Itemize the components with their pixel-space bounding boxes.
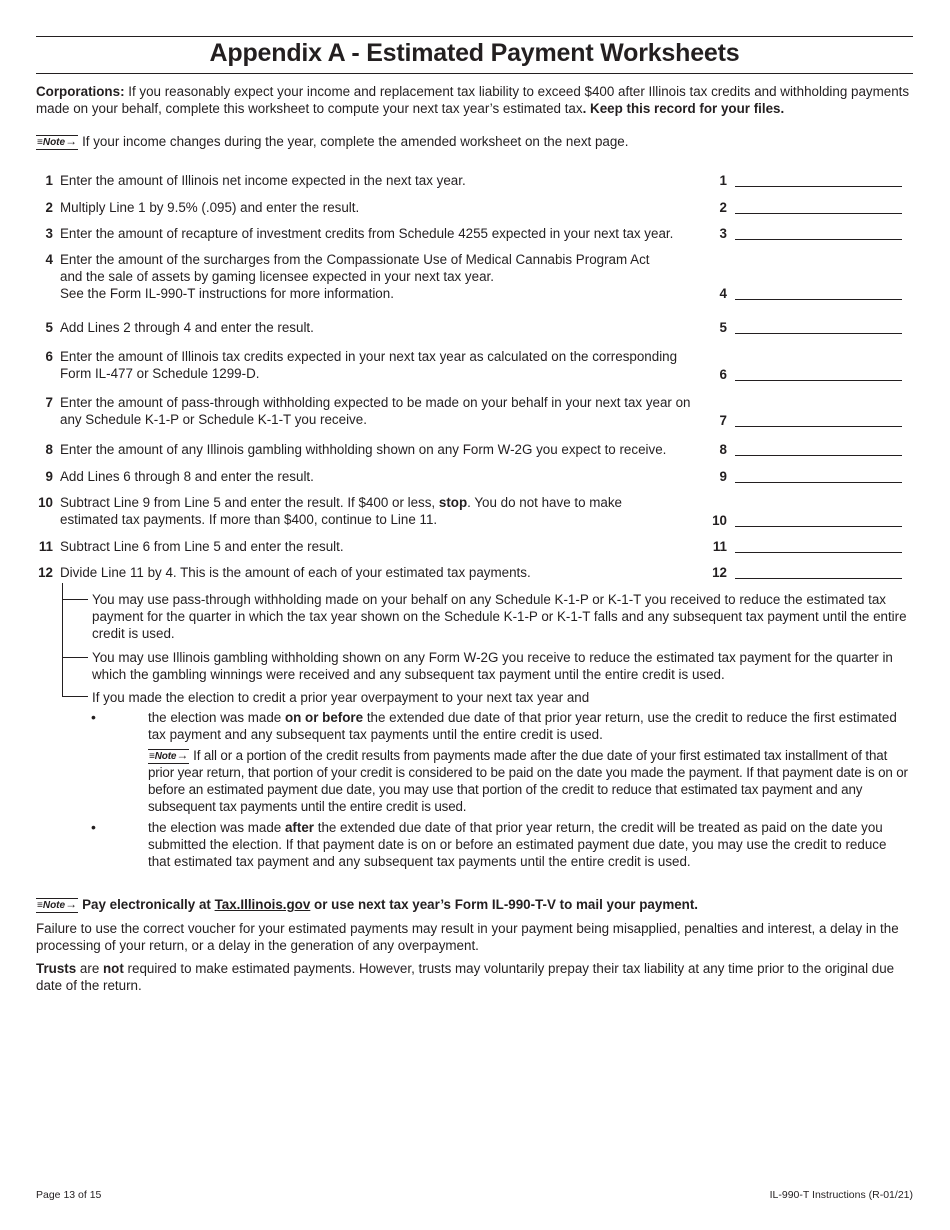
line-text: Enter the amount of Illinois net income expected in the next tax year.: [60, 173, 466, 188]
line-text-a: Subtract Line 9 from Line 5 and enter the result. If $400 or less,: [60, 495, 439, 510]
entry-field-11[interactable]: [735, 541, 902, 553]
entry-field-6[interactable]: [735, 369, 902, 381]
bullet-pre: the election was made: [148, 820, 285, 835]
bullet-pre: the election was made: [148, 710, 285, 725]
line-entry: [706, 199, 902, 216]
entry-field-3[interactable]: [735, 228, 902, 240]
entry-number: 7: [719, 413, 727, 428]
line-entry: [706, 538, 902, 555]
entry-field-4[interactable]: [735, 288, 902, 300]
pay-note-pre: Pay electronically at: [82, 897, 215, 912]
top-note: [36, 133, 916, 150]
pay-note-post: or use next tax year’s Form IL-990-T-V to mail your payment.: [310, 897, 699, 912]
line-text: [60, 494, 720, 528]
bracket-note-passthrough: You may use pass-through withholding made on your behalf on any Schedule K-1-P or K-1-T you received to reduce the estimated tax payment for the quarter in which the tax year shown on the Schedule K-1-P or K-1-T falls and any subsequent tax payment until the entire credit is used.: [92, 592, 907, 641]
line-number: 9: [45, 469, 53, 484]
line-text: Subtract Line 6 from Line 5 and enter the result.: [60, 539, 344, 554]
bracket-note-gambling: You may use Illinois gambling withholding shown on any Form W-2G you receive to reduce the estimated tax payment for the quarter in which the gambling winnings were received and any subsequent tax payment until the entire credit is used.: [92, 650, 893, 682]
entry-number: 6: [719, 367, 727, 382]
line-entry: [706, 225, 902, 242]
entry-field-7[interactable]: [735, 415, 902, 427]
bracket-tick-3: [62, 696, 88, 697]
top-rule: [36, 36, 913, 37]
line-number: 3: [45, 226, 53, 241]
entry-number: 9: [719, 469, 727, 484]
line-entry: [706, 441, 902, 458]
entry-field-5[interactable]: [735, 322, 902, 334]
top-note-text: If your income changes during the year, complete the amended worksheet on the next page.: [82, 134, 629, 149]
bullet-bold: after: [284, 820, 314, 835]
bullet-post: the extended due date of that prior year return, the credit will be treated as paid on the date you submitted the election. If that payment date is on or before an estimated payment due date, you may use the credit to reduce that estimated tax payment and any subsequent tax payments until the entire credit is used.: [148, 820, 887, 869]
bullet-after: [148, 819, 910, 870]
bullet-icon: •: [91, 709, 96, 725]
line-text-b: and the sale of assets by gaming licensee expected in your next tax year.: [60, 269, 494, 284]
line-text-b: any Schedule K-1-P or Schedule K-1-T you receive.: [60, 412, 367, 427]
entry-number: 10: [712, 513, 727, 528]
line-text: [60, 348, 720, 382]
worksheet-line-7: [36, 394, 913, 430]
trusts-paragraph: [36, 960, 916, 994]
line-text-b: Form IL-477 or Schedule 1299-D.: [60, 366, 260, 381]
note-icon: ≡ Note →: [36, 898, 78, 913]
line-number: 5: [45, 320, 53, 335]
worksheet-line-6: [36, 348, 913, 384]
line-text-a2: . You do not have to make: [467, 495, 622, 510]
intro-text: If you reasonably expect your income and replacement tax liability to exceed $400 after Illinois tax credits and withholding payments made on your behalf, complete this worksheet to compute your next tax year’s estimated tax: [36, 84, 910, 116]
line-number: 12: [38, 565, 53, 580]
line-entry: [706, 564, 902, 581]
entry-number: 11: [712, 539, 727, 554]
entry-number: 3: [719, 226, 727, 241]
line-text: Enter the amount of recapture of investment credits from Schedule 4255 expected in your next tax year.: [60, 226, 674, 241]
bullet-post: the extended due date of that prior year return, use the credit to reduce the first estimated tax payment and any subsequent tax payments until the entire credit is used.: [148, 710, 897, 742]
page-title: Appendix A - Estimated Payment Worksheets: [209, 39, 740, 67]
intro-bold-tail: . Keep this record for your files.: [582, 101, 785, 116]
entry-number: 2: [719, 200, 727, 215]
bullet-on-or-before: [148, 709, 910, 743]
line-text: Add Lines 6 through 8 and enter the result.: [60, 469, 314, 484]
line-text-a: Enter the amount of Illinois tax credits expected in your next tax year as calculated on the corresponding: [60, 349, 678, 364]
line-entry: [706, 319, 902, 336]
line-entry: [706, 512, 902, 529]
line-number: 1: [45, 173, 53, 188]
line-entry: [706, 412, 902, 429]
title-rule: [36, 73, 913, 74]
line-text-b: estimated tax payments. If more than $400, continue to Line 11.: [60, 512, 438, 527]
line-entry: [706, 468, 902, 485]
entry-field-10[interactable]: [735, 515, 902, 527]
entry-number: 1: [719, 173, 727, 188]
intro-lead: Corporations:: [36, 84, 125, 99]
tax-illinois-link[interactable]: Tax.Illinois.gov: [214, 897, 311, 912]
line-entry: [706, 285, 902, 302]
worksheet-line-10: [36, 494, 913, 530]
worksheet-line-4: [36, 251, 913, 303]
line-text-a: Enter the amount of the surcharges from the Compassionate Use of Medical Cannabis Program Act: [60, 252, 650, 267]
trusts-t1: are: [76, 961, 103, 976]
footer-form-id: IL-990-T Instructions (R-01/21): [769, 1189, 913, 1201]
entry-number: 5: [719, 320, 727, 335]
line-text: [60, 251, 720, 302]
footer-page-number: Page 13 of 15: [36, 1189, 102, 1201]
line-text: [60, 394, 720, 428]
entry-field-1[interactable]: [735, 175, 902, 187]
entry-number: 4: [719, 286, 727, 301]
failure-paragraph: Failure to use the correct voucher for your estimated payments may result in your payment being misapplied, penalties and interest, a delay in the processing of your return, or a delay in the generation of any overpayment.: [36, 921, 899, 953]
trusts-not: not: [102, 961, 124, 976]
line-entry: [706, 366, 902, 383]
pay-note: [36, 896, 916, 913]
bullet-bold: on or before: [284, 710, 364, 725]
line-number: 4: [45, 252, 53, 267]
bracket-tick-2: [62, 657, 88, 658]
trusts-t2: required to make estimated payments. However, trusts may voluntarily prepay their tax liability at any time prior to the original due date of the return.: [36, 961, 895, 993]
intro-paragraph: [36, 83, 916, 117]
entry-number: 8: [719, 442, 727, 457]
inner-note-text: If all or a portion of the credit results from payments made after the due date of your first estimated tax installment of that prior year return, that portion of your credit is considered to be paid on the date you made the payment. If that payment date is on or before an estimated payment due date, you may use that portion of the credit to reduce that estimated tax payment and any subsequent tax payments until the entire credit is used.: [148, 748, 908, 814]
bullet-icon: •: [91, 819, 96, 835]
inner-note: [148, 747, 910, 815]
line-text-stop: stop: [438, 495, 468, 510]
line-number: 6: [45, 349, 53, 364]
note-icon: ≡ Note →: [36, 135, 78, 150]
line-number: 10: [38, 495, 53, 510]
line-number: 11: [38, 539, 53, 554]
entry-field-9[interactable]: [735, 471, 902, 483]
entry-field-2[interactable]: [735, 202, 902, 214]
trusts-bold: Trusts: [36, 961, 77, 976]
entry-field-8[interactable]: [735, 444, 902, 456]
line-number: 8: [45, 442, 53, 457]
line-text-c: See the Form IL-990-T instructions for more information.: [60, 286, 394, 301]
line-number: 7: [45, 395, 53, 410]
bracket-note-overpayment: If you made the election to credit a prior year overpayment to your next tax year and: [92, 690, 590, 705]
line-number: 2: [45, 200, 53, 215]
entry-field-12[interactable]: [735, 567, 902, 579]
line-text: Multiply Line 1 by 9.5% (.095) and enter the result.: [60, 200, 360, 215]
entry-number: 12: [712, 565, 727, 580]
line-text: Add Lines 2 through 4 and enter the result.: [60, 320, 314, 335]
line-text: Divide Line 11 by 4. This is the amount of each of your estimated tax payments.: [60, 565, 531, 580]
line-text: Enter the amount of any Illinois gambling withholding shown on any Form W-2G you expect to receive.: [60, 442, 667, 457]
line-entry: [706, 172, 902, 189]
bracket-tick-1: [62, 599, 88, 600]
note-icon: ≡ Note →: [148, 749, 189, 764]
line-text-a: Enter the amount of pass-through withholding expected to be made on your behalf in your next tax year on: [60, 395, 691, 410]
